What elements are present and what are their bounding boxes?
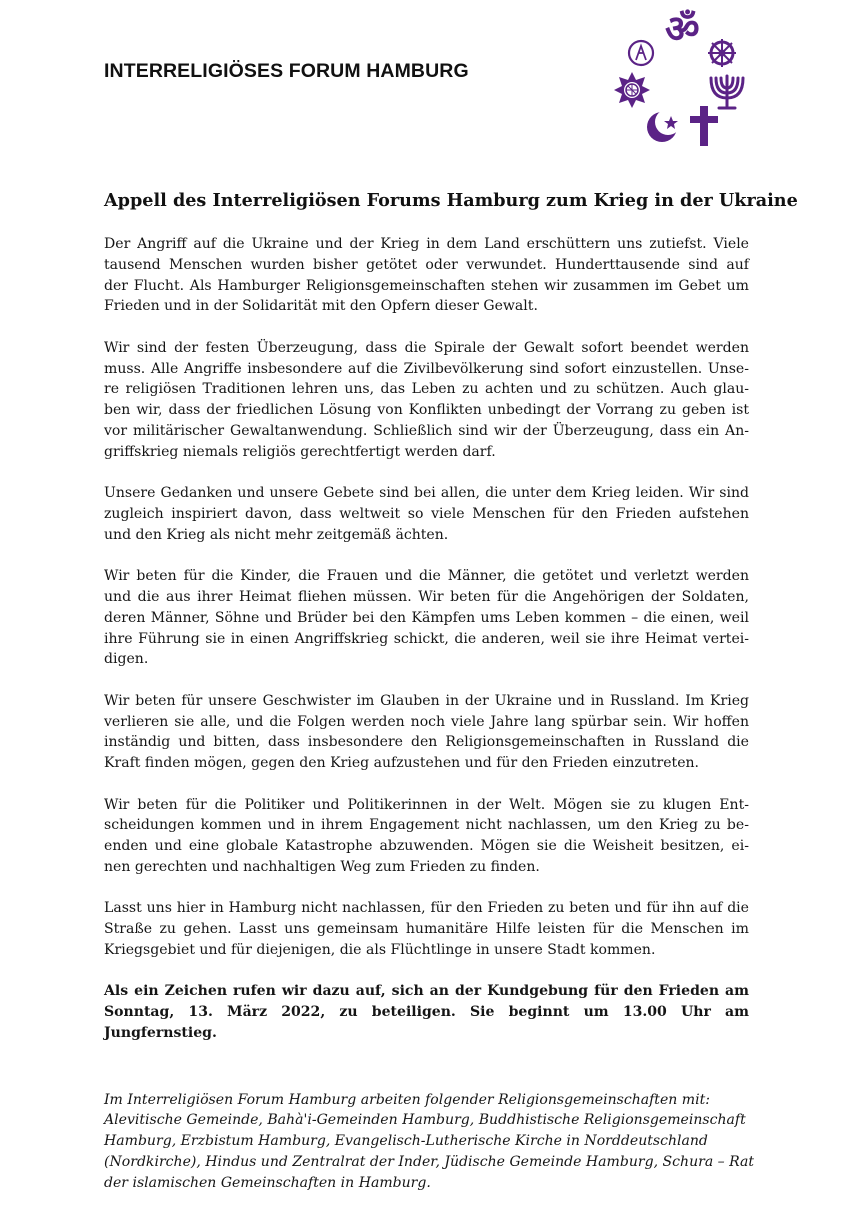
paragraph-line: scheidungen kommen und in ihrem Engagement nicht nachlassen, um den Krieg zu be- bbox=[104, 817, 749, 834]
paragraph-line: griffskrieg niemals religiös gerechtfertigt werden darf. bbox=[104, 443, 496, 460]
note-line: (Nordkirche), Hindus und Zentralrat der Inder, Jüdische Gemeinde Hamburg, Schura – Rat bbox=[104, 1154, 755, 1171]
call-to-action-line: Als ein Zeichen rufen wir dazu auf, sich an der Kundgebung für den Frieden am bbox=[104, 983, 749, 1000]
paragraph-line: verlieren sie alle, und die Folgen werden noch viele Jahre lang spürbar sein. Wir hoffen bbox=[104, 713, 749, 730]
paragraph-4 bbox=[104, 566, 749, 670]
paragraph-line: ben wir, dass der friedlichen Lösung von Konflikten unbedingt der Vorrang zu geben ist bbox=[104, 402, 749, 419]
paragraph-6 bbox=[104, 795, 749, 878]
paragraph-line: muss. Alle Angriffe insbesondere auf die Zivilbevölkerung sind sofort einzustellen. Unse- bbox=[104, 360, 749, 377]
note-line: Im Interreligiösen Forum Hamburg arbeiten folgender Religionsgemeinschaften mit: bbox=[104, 1091, 710, 1108]
paragraph-line: digen. bbox=[104, 651, 149, 668]
alevi-icon bbox=[614, 72, 650, 108]
organization-name: INTERRELIGIÖSES FORUM HAMBURG bbox=[104, 60, 469, 82]
paragraph-line: ihre Führung sie in einen Angriffskrieg schickt, die anderen, weil sie ihre Heimat vertei- bbox=[104, 630, 749, 647]
svg-text:ॐ: ॐ bbox=[665, 7, 700, 51]
paragraph-1 bbox=[104, 234, 749, 317]
om-icon bbox=[665, 7, 700, 51]
document-title: Appell des Interreligiösen Forums Hamburg zum Krieg in der Ukraine bbox=[104, 190, 798, 211]
paragraph-line: Unsere Gedanken und unsere Gebete sind bei allen, die unter dem Krieg leiden. Wir sind bbox=[104, 485, 749, 502]
menorah-icon bbox=[711, 76, 743, 108]
paragraph-7 bbox=[104, 898, 749, 960]
paragraph-line: tausend Menschen wurden bisher getötet oder verwundet. Hunderttausende sind auf bbox=[104, 256, 749, 273]
member-communities-note bbox=[104, 1090, 755, 1194]
paragraph-line: Frieden und in der Solidarität mit den Opfern dieser Gewalt. bbox=[104, 298, 538, 315]
paragraph-line: Wir sind der festen Überzeugung, dass die Spirale der Gewalt sofort beendet werden bbox=[104, 339, 749, 356]
note-line: der islamischen Gemeinschaften in Hamburg. bbox=[104, 1174, 431, 1191]
baha-i-icon bbox=[629, 41, 653, 65]
document-body bbox=[104, 234, 755, 1214]
paragraph-line: Wir beten für unsere Geschwister im Glauben in der Ukraine und in Russland. Im Krieg bbox=[104, 692, 749, 709]
paragraph-line: vor militärischer Gewaltanwendung. Schließlich sind wir der Überzeugung, dass ein An- bbox=[104, 422, 749, 439]
paragraph-5 bbox=[104, 691, 749, 774]
call-to-action bbox=[104, 981, 749, 1043]
paragraph-line: nen gerechten und nachhaltigen Weg zum Frieden zu finden. bbox=[104, 858, 540, 875]
paragraph-line: Straße zu gehen. Lasst uns gemeinsam humanitäre Hilfe leisten für die Menschen im bbox=[104, 921, 749, 938]
note-line: Alevitische Gemeinde, Bahà'i-Gemeinden Hamburg, Buddhistische Religionsgemeinschaft bbox=[104, 1112, 746, 1129]
paragraph-line: und den Krieg als nicht mehr zeitgemäß ächten. bbox=[104, 526, 449, 543]
paragraph-line: re religiösen Traditionen lehren uns, das Leben zu achten und zu schützen. Auch glau- bbox=[104, 381, 749, 398]
paragraph-2 bbox=[104, 338, 749, 463]
interreligious-logo bbox=[605, 6, 765, 148]
paragraph-line: Der Angriff auf die Ukraine und der Krieg in dem Land erschüttern uns zutiefst. Viele bbox=[104, 236, 749, 252]
paragraph-3 bbox=[104, 483, 749, 545]
paragraph-line: Kriegsgebiet und für diejenigen, die als Flüchtlinge in unsere Stadt kommen. bbox=[104, 941, 656, 958]
paragraph-line: Lasst uns hier in Hamburg nicht nachlassen, für den Frieden zu beten und für ihn auf die bbox=[104, 900, 749, 917]
crescent-star-icon bbox=[647, 109, 681, 142]
paragraph-line: Wir beten für die Kinder, die Frauen und die Männer, die getötet und verletzt werden bbox=[104, 568, 749, 585]
paragraph-line: Wir beten für die Politiker und Politikerinnen in der Welt. Mögen sie zu klugen Ent- bbox=[104, 796, 749, 813]
note-line: Hamburg, Erzbistum Hamburg, Evangelisch-Lutherische Kirche in Norddeutschland bbox=[104, 1133, 708, 1150]
cross-icon bbox=[690, 106, 718, 146]
paragraph-line: und die aus ihrer Heimat fliehen müssen. Wir beten für die Angehörigen der Soldaten, bbox=[104, 588, 749, 605]
paragraph-line: enden und eine globale Katastrophe abzuwenden. Mögen sie die Weisheit besitzen, ei- bbox=[104, 838, 749, 855]
call-to-action-line: Sonntag, 13. März 2022, zu beteiligen. Sie beginnt um 13.00 Uhr am Jungfernstieg. bbox=[104, 1004, 749, 1041]
paragraph-line: zugleich inspiriert davon, dass weltweit so viele Menschen für den Frieden aufstehen bbox=[104, 505, 749, 522]
paragraph-line: Kraft finden mögen, gegen den Krieg aufzustehen und für den Frieden einzutreten. bbox=[104, 755, 700, 772]
paragraph-line: der Flucht. Als Hamburger Religionsgemeinschaften stehen wir zusammen im Gebet um bbox=[104, 277, 749, 294]
dharma-wheel-icon bbox=[708, 39, 736, 67]
paragraph-line: deren Männer, Söhne und Brüder bei den Kämpfen ums Leben kommen – die einen, weil bbox=[104, 609, 749, 626]
paragraph-line: inständig und bitten, dass insbesondere den Religionsgemeinschaften in Russland die bbox=[104, 734, 749, 751]
